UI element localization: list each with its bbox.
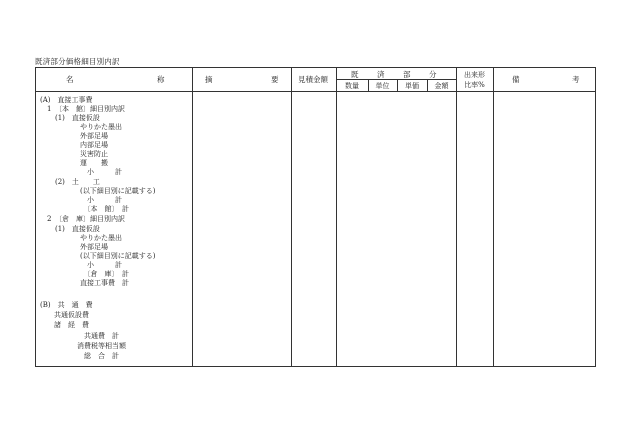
row-1: (A) 直接工事費 [40, 96, 93, 104]
row-14: 2 〔倉 庫〕細目別内訳 [40, 215, 125, 223]
header-completed-4: 分 [429, 70, 437, 79]
row-2: 1 〔本 館〕細目別内訳 [40, 105, 125, 113]
row-7: 災害防止 [66, 150, 108, 158]
row-20: 〔倉 庫〕 計 [66, 270, 129, 278]
header-completed-3: 部 [403, 70, 411, 79]
row-26: 消費税等相当額 [56, 342, 126, 350]
row-23: 共通仮設費 [40, 311, 89, 319]
header-summary-1: 摘 [205, 75, 213, 84]
header-unit: 単位 [375, 82, 390, 90]
row-25: 共通費 計 [56, 332, 119, 340]
header-summary-2: 要 [271, 75, 279, 84]
header-name-1: 名 [66, 75, 74, 84]
col-divider-amount [456, 68, 457, 366]
col-divider-name [192, 68, 193, 366]
row-4: やりかた墨出 [66, 123, 122, 131]
row-24: 諸 経 費 [40, 321, 89, 329]
col-divider-summary [291, 68, 292, 366]
header-qty: 数量 [345, 82, 359, 90]
row-16: やりかた墨出 [66, 234, 122, 242]
row-9: 小 計 [66, 168, 122, 176]
row-18: (以下細目別に記載する) [66, 252, 156, 260]
row-15: (1) 直接仮設 [48, 225, 100, 233]
header-unit-price: 単価 [405, 82, 419, 90]
row-6: 内部足場 [66, 141, 108, 149]
row-3: (1) 直接仮設 [48, 114, 100, 122]
header-name-2: 称 [157, 75, 165, 84]
header-remarks-1: 備 [512, 75, 520, 84]
breakdown-table [35, 67, 596, 367]
row-11: (以下細目別に記載する) [66, 187, 156, 195]
row-19: 小 計 [66, 261, 122, 269]
header-remarks-2: 考 [572, 75, 580, 84]
row-21: 直接工事費 計 [66, 279, 129, 287]
col-divider-progress [493, 68, 494, 366]
header-completed-2: 済 [377, 70, 385, 79]
row-12: 小 計 [66, 196, 122, 204]
row-8: 運 搬 [66, 159, 108, 167]
row-13: 〔本 館〕 計 [66, 205, 129, 213]
form-title: 既済部分価格細目別内訳 [35, 57, 120, 66]
header-amount: 金額 [434, 82, 449, 90]
row-10: (2) 土 工 [48, 178, 100, 186]
header-completed-1: 既 [351, 70, 359, 79]
row-22: (B) 共 通 費 [40, 301, 93, 309]
row-27: 総 合 計 [56, 352, 119, 360]
col-divider-estimate [336, 68, 337, 366]
header-progress-1: 出来形 [464, 71, 485, 79]
row-5: 外部足場 [66, 132, 108, 140]
row-17: 外部足場 [66, 243, 108, 251]
header-estimate: 見積金額 [298, 75, 328, 84]
header-progress-2: 比率% [464, 81, 485, 89]
header-bottom-line [36, 91, 595, 92]
